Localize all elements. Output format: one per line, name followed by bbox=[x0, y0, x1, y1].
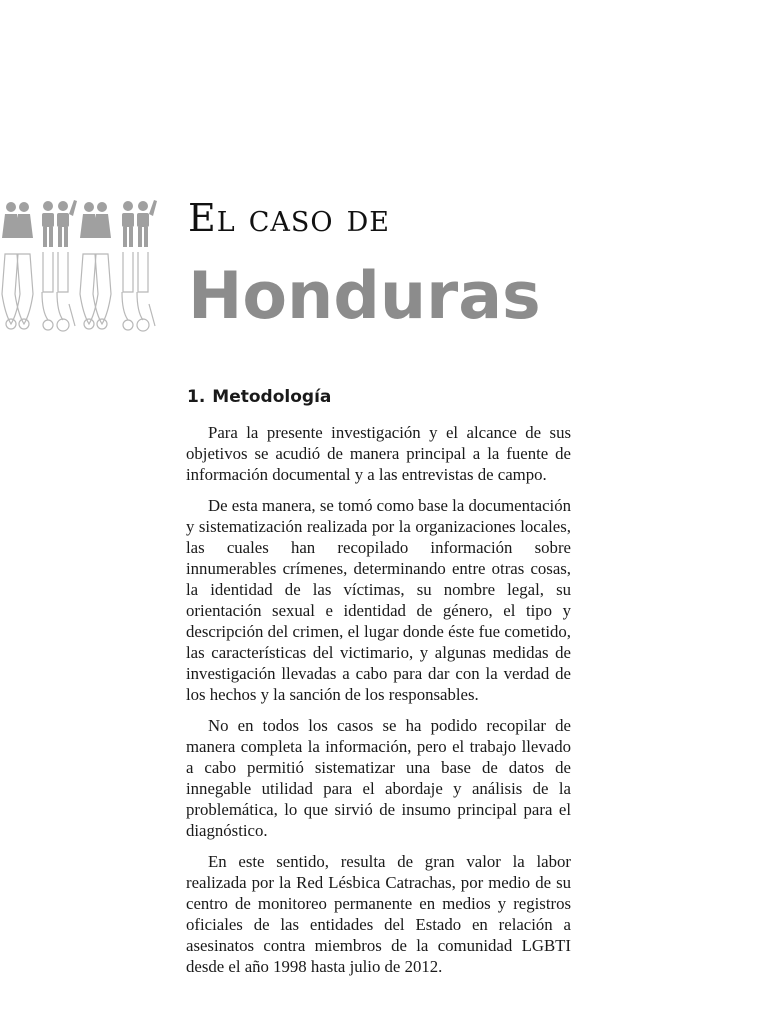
section-number: 1. bbox=[187, 387, 206, 407]
paragraph: En este sentido, resulta de gran valor la labor realizada por la Red Lésbica Catrachas, por medio de su centro de monitoreo permanente en medios y registros oficiales de las entidades del Estado en relación a asesinatos contra miembros de la comunidad LGBTI desde el año 1998 hasta julio de 2012. bbox=[186, 852, 571, 976]
title-line-1: El caso de bbox=[188, 196, 390, 240]
paragraph: De esta manera, se tomó como base la documentación y sistematización realizada por la organizaciones locales, las cuales han recopilado información sobre innumerables crímenes, determinando entre otras cosas, la identidad de las víctimas, su nombre legal, su orientación sexual e identidad de género, el tipo y descripción del crimen, el lugar donde éste fue cometido, las características del victimario, y algunas medidas de investigación llevadas a cabo para dar con la verdad de los hechos y la sanción de los responsables. bbox=[186, 496, 571, 704]
people-figures-icon bbox=[0, 194, 165, 339]
section-heading bbox=[187, 385, 331, 409]
paragraph: No en todos los casos se ha podido recopilar de manera completa la información, pero el trabajo llevado a cabo permitió sistematizar una base de datos de innegable utilidad para el abordaje y análisis de la problemática, lo que sirvió de insumo principal para el diagnóstico. bbox=[186, 716, 571, 840]
paragraph: Para la presente investigación y el alcance de sus objetivos se acudió de manera principal a la fuente de información documental y a las entrevistas de campo. bbox=[186, 423, 571, 484]
section-title: Metodología bbox=[212, 387, 332, 407]
body-text bbox=[186, 422, 571, 987]
title-line-2: Honduras bbox=[188, 259, 541, 334]
